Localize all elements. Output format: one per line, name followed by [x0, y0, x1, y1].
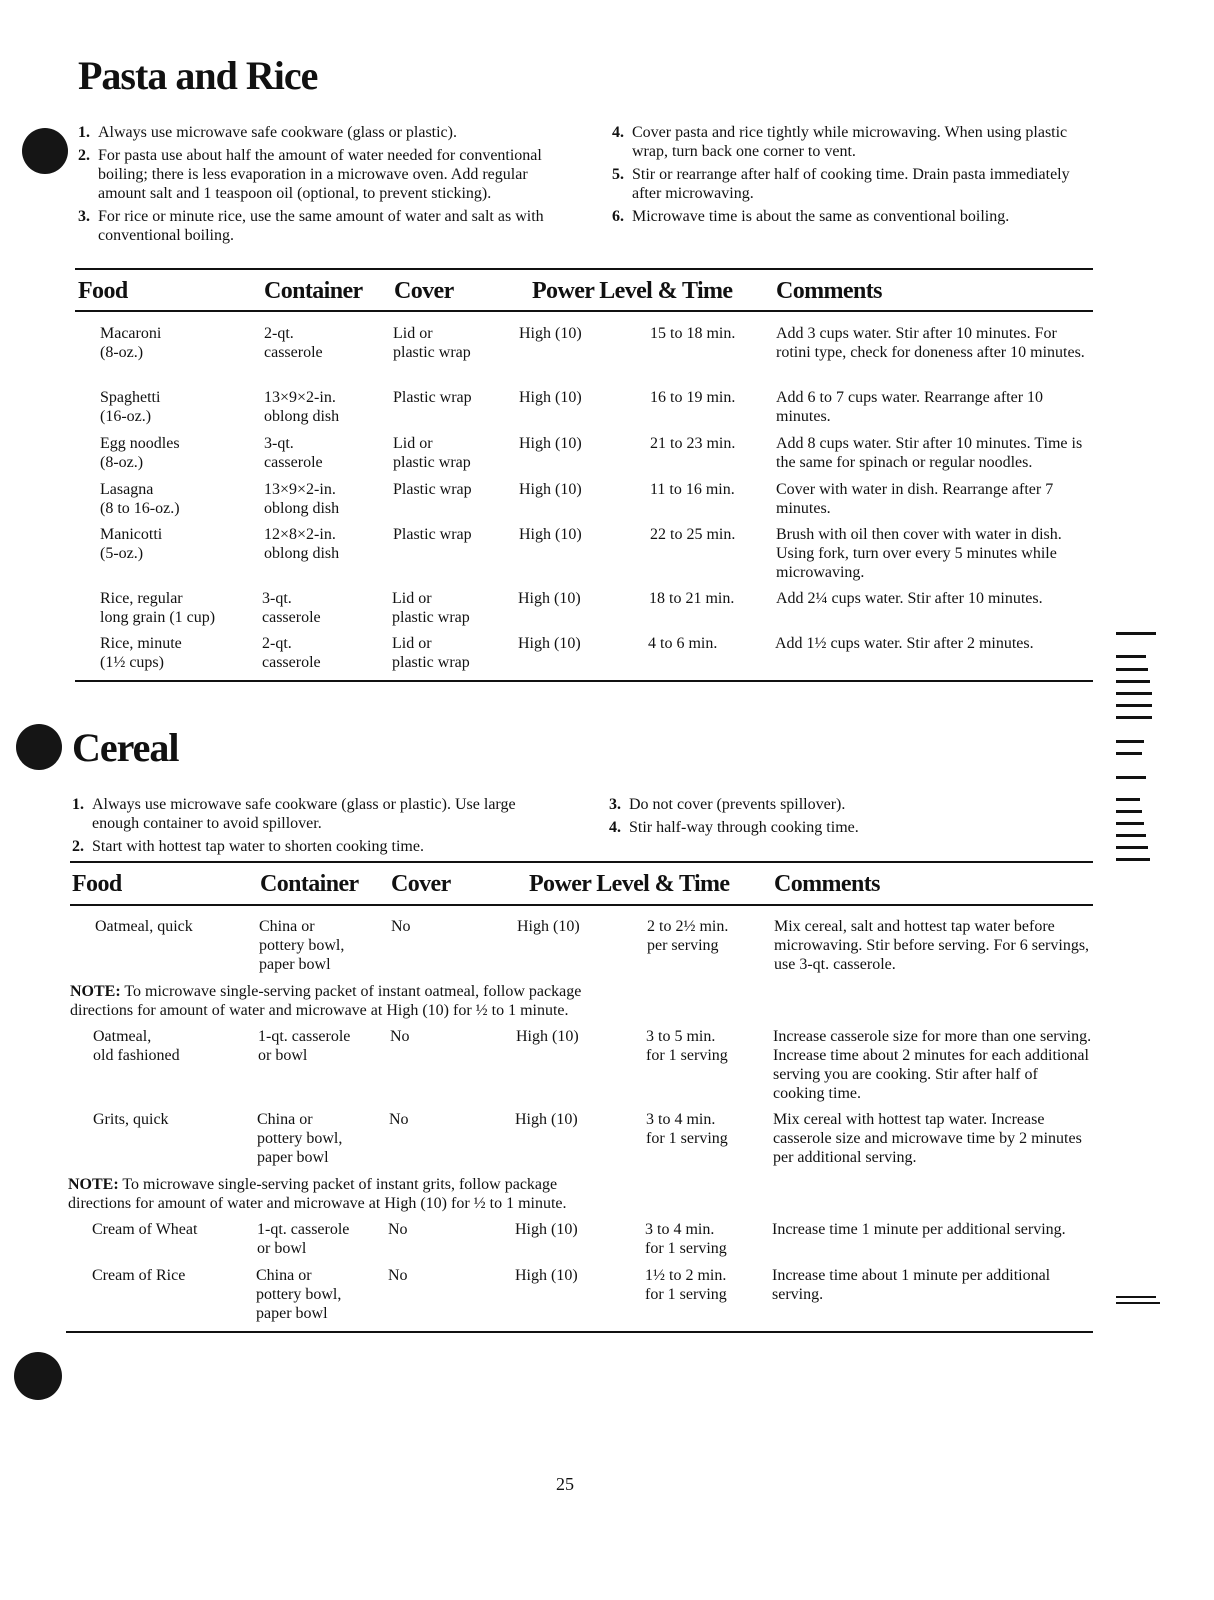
cover-cell: Plastic wrap: [393, 481, 472, 498]
instruction-item: 2. For pasta use about half the amount of water needed for conventional boiling; there is less evaporation in a microwave oven. Add regular amount salt and 1 teaspoon oil (optional, to prevent sticking).: [78, 147, 542, 202]
container-cell: 13×9×2-in. oblong dish: [264, 481, 340, 517]
power-cell: High (10): [518, 590, 581, 607]
pasta-instructions-left: [78, 123, 553, 249]
container-cell: 1-qt. casserole or bowl: [258, 1028, 351, 1064]
comments-cell: Increase time about 1 minute per additional serving.: [772, 1267, 1051, 1303]
food-cell: Grits, quick: [93, 1111, 169, 1128]
instruction-item: 4. Cover pasta and rice tightly while microwaving. When using plastic wrap, turn back one corner to vent.: [612, 124, 1068, 160]
bullet-dot-3: [14, 1352, 62, 1400]
cover-cell: No: [390, 1028, 410, 1045]
comments-cell: Add 1½ cups water. Stir after 2 minutes.: [775, 635, 1034, 652]
cereal-table-bottom-rule: [66, 1331, 1093, 1333]
container-cell: China or pottery bowl, paper bowl: [257, 1111, 343, 1166]
container-cell: China or pottery bowl, paper bowl: [259, 918, 345, 973]
time-cell: 22 to 25 min.: [650, 526, 736, 543]
cover-cell: No: [389, 1111, 409, 1128]
container-cell: 13×9×2-in. oblong dish: [264, 389, 340, 425]
pasta-table-bottom-rule: [75, 680, 1093, 682]
container-cell: 1-qt. casserole or bowl: [257, 1221, 350, 1257]
comments-cell: Add 8 cups water. Stir after 10 minutes. Time is the same for spinach or regular noodles.: [776, 435, 1083, 471]
time-cell: 21 to 23 min.: [650, 435, 736, 452]
container-cell: 3-qt. casserole: [262, 590, 321, 626]
cereal-header-cover: Cover: [391, 871, 451, 897]
comments-cell: Add 3 cups water. Stir after 10 minutes. For rotini type, check for doneness after 10 minutes.: [776, 325, 1085, 361]
cover-cell: Lid or plastic wrap: [393, 435, 471, 471]
oatmeal-note: NOTE: To microwave single-serving packet of instant oatmeal, follow package directions for amount of water and microwave at High (10) for ½ to 1 minute.: [70, 983, 582, 1019]
time-cell: 3 to 4 min. for 1 serving: [646, 1111, 728, 1147]
instruction-item: 1. Always use microwave safe cookware (glass or plastic).: [78, 124, 457, 141]
power-cell: High (10): [519, 526, 582, 543]
container-cell: 12×8×2-in. oblong dish: [264, 526, 340, 562]
container-cell: 3-qt. casserole: [264, 435, 323, 471]
comments-cell: Increase casserole size for more than one serving. Increase time about 2 minutes for each additional serving you are cooking. Stir after half of cooking time.: [773, 1028, 1092, 1102]
food-cell: Spaghetti (16-oz.): [100, 389, 161, 425]
pasta-instructions-right: [612, 123, 1072, 230]
pasta-header-rule: [75, 310, 1093, 312]
power-cell: High (10): [515, 1111, 578, 1128]
cover-cell: Plastic wrap: [393, 526, 472, 543]
comments-cell: Mix cereal with hottest tap water. Increase casserole size and microwave time by 2 minutes per additional serving.: [773, 1111, 1082, 1166]
time-cell: 16 to 19 min.: [650, 389, 736, 406]
instruction-item: 3. For rice or minute rice, use the same amount of water and salt as with conventional boiling.: [78, 208, 544, 244]
comments-cell: Mix cereal, salt and hottest tap water before microwaving. Stir before serving. For 6 servings, use 3-qt. casserole.: [774, 918, 1090, 973]
comments-cell: Brush with oil then cover with water in dish. Using fork, turn over every 5 minutes while microwaving.: [776, 526, 1062, 581]
power-cell: High (10): [519, 389, 582, 406]
pasta-header-food: Food: [78, 278, 128, 304]
instruction-item: 3. Do not cover (prevents spillover).: [609, 796, 846, 813]
pasta-header-comments: Comments: [776, 278, 882, 304]
cereal-header-food: Food: [72, 871, 122, 897]
container-cell: 2-qt. casserole: [264, 325, 323, 361]
container-cell: 2-qt. casserole: [262, 635, 321, 671]
time-cell: 15 to 18 min.: [650, 325, 736, 342]
cereal-header-comments: Comments: [774, 871, 880, 897]
power-cell: High (10): [519, 325, 582, 342]
bullet-dot-2: [16, 724, 62, 770]
time-cell: 4 to 6 min.: [648, 635, 718, 652]
power-cell: High (10): [517, 918, 580, 935]
time-cell: 3 to 4 min. for 1 serving: [645, 1221, 727, 1257]
time-cell: 11 to 16 min.: [650, 481, 735, 498]
cover-cell: No: [388, 1267, 408, 1284]
pasta-header-power: Power Level & Time: [532, 278, 733, 304]
instruction-item: 6. Microwave time is about the same as conventional boiling.: [612, 208, 1010, 225]
cover-cell: Lid or plastic wrap: [392, 635, 470, 671]
cereal-table-top-rule: [70, 861, 1093, 863]
food-cell: Rice, minute (1½ cups): [100, 635, 182, 671]
food-cell: Lasagna (8 to 16-oz.): [100, 481, 180, 517]
comments-cell: Cover with water in dish. Rearrange after 7 minutes.: [776, 481, 1054, 517]
time-cell: 3 to 5 min. for 1 serving: [646, 1028, 728, 1064]
container-cell: China or pottery bowl, paper bowl: [256, 1267, 342, 1322]
time-cell: 1½ to 2 min. for 1 serving: [645, 1267, 727, 1303]
cereal-header-rule: [70, 904, 1093, 906]
comments-cell: Add 2¼ cups water. Stir after 10 minutes.: [776, 590, 1043, 607]
comments-cell: Add 6 to 7 cups water. Rearrange after 10 minutes.: [776, 389, 1044, 425]
food-cell: Manicotti (5-oz.): [100, 526, 163, 562]
cereal-section-title: Cereal: [72, 725, 179, 770]
pasta-header-cover: Cover: [394, 278, 454, 304]
cereal-instructions-left: [72, 795, 552, 860]
time-cell: 2 to 2½ min. per serving: [647, 918, 729, 954]
cover-cell: Lid or plastic wrap: [393, 325, 471, 361]
cereal-header-power: Power Level & Time: [529, 871, 730, 897]
cover-cell: Plastic wrap: [393, 389, 472, 406]
instruction-item: 4. Stir half-way through cooking time.: [609, 819, 859, 836]
power-cell: High (10): [518, 635, 581, 652]
cover-cell: No: [388, 1221, 408, 1238]
instruction-item: 1. Always use microwave safe cookware (glass or plastic). Use large enough container to avoid spillover.: [72, 796, 516, 832]
cover-cell: No: [391, 918, 411, 935]
food-cell: Oatmeal, quick: [95, 918, 193, 935]
food-cell: Cream of Wheat: [92, 1221, 198, 1238]
food-cell: Rice, regular long grain (1 cup): [100, 590, 216, 626]
cover-cell: Lid or plastic wrap: [392, 590, 470, 626]
cereal-instructions-right: [609, 795, 1049, 841]
pasta-header-container: Container: [264, 278, 363, 304]
instruction-item: 5. Stir or rearrange after half of cooking time. Drain pasta immediately after microwaving.: [612, 166, 1070, 202]
pasta-table-top-rule: [75, 268, 1093, 270]
power-cell: High (10): [516, 1028, 579, 1045]
food-cell: Egg noodles (8-oz.): [100, 435, 180, 471]
power-cell: High (10): [519, 435, 582, 452]
food-cell: Macaroni (8-oz.): [100, 325, 162, 361]
pasta-section-title: Pasta and Rice: [78, 53, 318, 98]
grits-note: NOTE: To microwave single-serving packet of instant grits, follow package directions for amount of water and microwave at High (10) for ½ to 1 minute.: [68, 1176, 567, 1212]
page-number: 25: [556, 1474, 574, 1494]
instruction-item: 2. Start with hottest tap water to shorten cooking time.: [72, 838, 424, 855]
food-cell: Cream of Rice: [92, 1267, 186, 1284]
power-cell: High (10): [515, 1267, 578, 1284]
comments-cell: Increase time 1 minute per additional serving.: [772, 1221, 1066, 1238]
bullet-dot-1: [22, 128, 68, 174]
power-cell: High (10): [515, 1221, 578, 1238]
time-cell: 18 to 21 min.: [649, 590, 735, 607]
cereal-header-container: Container: [260, 871, 359, 897]
power-cell: High (10): [519, 481, 582, 498]
food-cell: Oatmeal, old fashioned: [93, 1028, 180, 1064]
